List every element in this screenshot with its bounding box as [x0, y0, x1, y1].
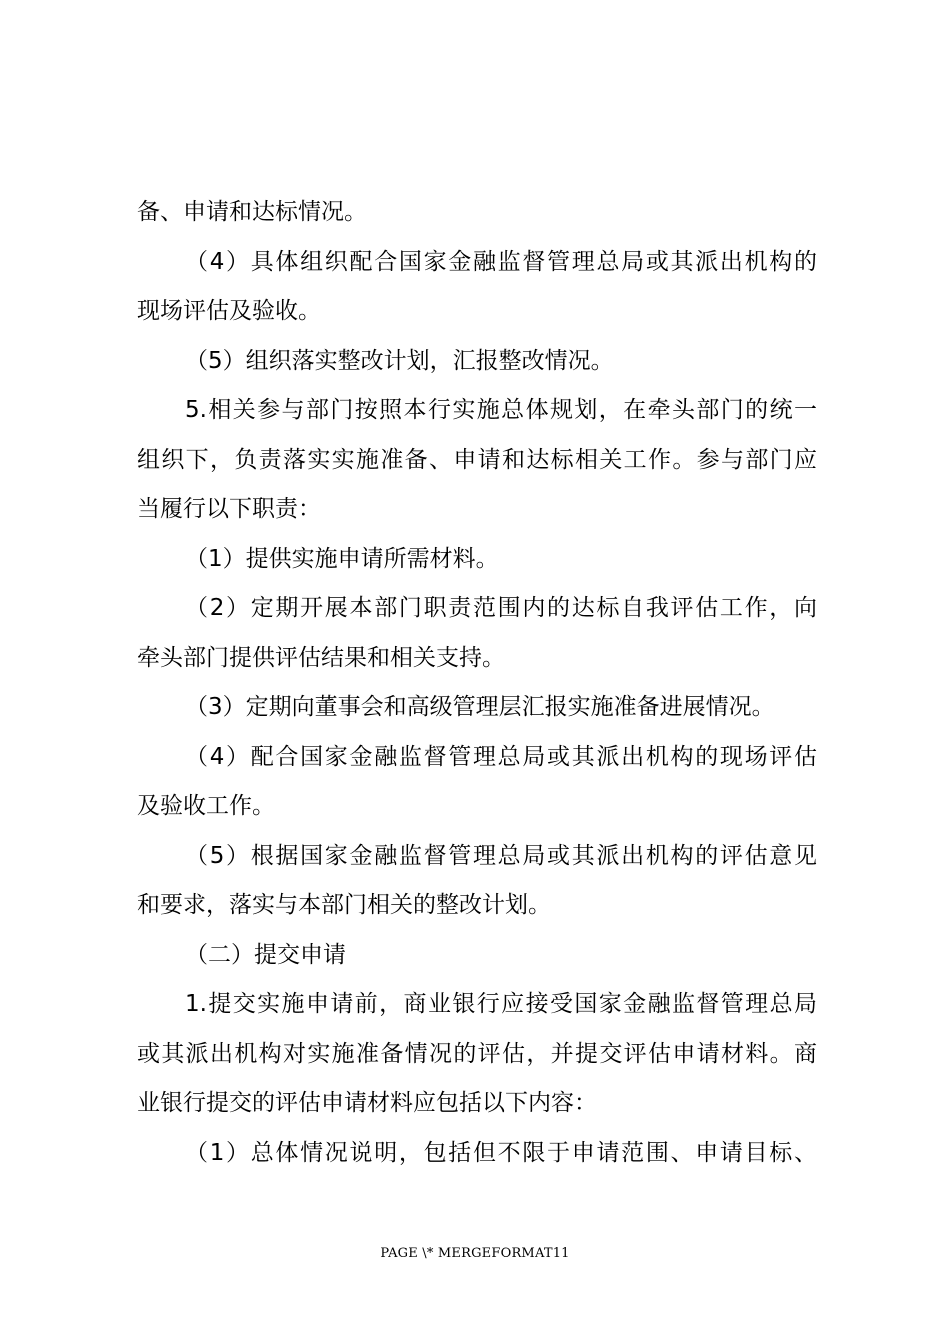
text-line: （5）组织落实整改计划，汇报整改情况。: [185, 347, 614, 374]
text-line: 及验收工作。: [137, 793, 275, 819]
body-text: [137, 188, 817, 1178]
text-line: 业银行提交的评估申请材料应包括以下内容：: [137, 1090, 597, 1116]
text-line: （1）提供实施申请所需材料。: [185, 545, 499, 572]
text-line: 现场评估及验收。: [137, 298, 321, 324]
text-line: 和要求，落实与本部门相关的整改计划。: [137, 892, 551, 918]
text-line: （2）定期开展本部门职责范围内的达标自我评估工作，向: [185, 595, 817, 621]
text-line: （3）定期向董事会和高级管理层汇报实施准备进展情况。: [185, 694, 775, 720]
text-line: 或其派出机构对实施准备情况的评估，并提交评估申请材料。商: [137, 1040, 817, 1067]
text-line: 当履行以下职责：: [137, 496, 321, 522]
text-line: （4）具体组织配合国家金融监督管理总局或其派出机构的: [185, 248, 817, 275]
text-line: （1）总体情况说明，包括但不限于申请范围、申请目标、: [185, 1139, 817, 1166]
text-line: 5.相关参与部门按照本行实施总体规划，在牵头部门的统一: [185, 397, 817, 423]
text-line: （二）提交申请: [185, 941, 346, 968]
text-line: 1.提交实施申请前，商业银行应接受国家金融监督管理总局: [185, 991, 817, 1017]
text-line: 组织下，负责落实实施准备、申请和达标相关工作。参与部门应: [137, 446, 817, 473]
text-line: 牵头部门提供评估结果和相关支持。: [137, 644, 505, 671]
page-footer: PAGE \* MERGEFORMAT11: [380, 1246, 570, 1261]
text-line: 备、申请和达标情况。: [137, 199, 367, 225]
text-line: （5）根据国家金融监督管理总局或其派出机构的评估意见: [185, 842, 817, 869]
text-line: （4）配合国家金融监督管理总局或其派出机构的现场评估: [185, 743, 817, 770]
